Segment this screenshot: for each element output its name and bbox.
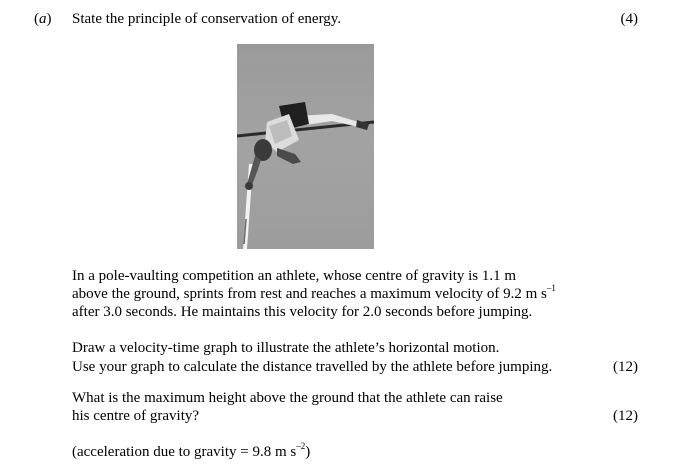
part-label	[34, 11, 52, 28]
part-close-paren: )	[46, 11, 52, 27]
gravity-unit-exponent: –2	[296, 441, 306, 451]
athlete-arm	[277, 148, 301, 164]
pole-vaulter-illustration	[237, 44, 374, 249]
scenario-line-2	[72, 283, 556, 303]
part-a-question: State the principle of conservation of energy.	[72, 11, 342, 27]
part-letter: a	[39, 11, 47, 27]
height-question-line-1: What is the maximum height above the ground that the athlete can raise	[72, 390, 503, 406]
scenario-line-1: In a pole-vaulting competition an athlete, whose centre of gravity is 1.1 m	[72, 268, 517, 284]
height-marks: (12)	[613, 408, 638, 424]
graph-instruction-1: Draw a velocity-time graph to illustrate the athlete’s horizontal motion.	[72, 340, 500, 356]
gravity-note	[72, 441, 311, 461]
part-a-marks: (4)	[620, 11, 638, 27]
height-question-line-2: his centre of gravity?	[72, 408, 200, 424]
graph-marks: (12)	[613, 359, 638, 375]
part-open-paren: (	[34, 11, 39, 27]
gravity-note-text: (acceleration due to gravity = 9.8 m s	[72, 444, 297, 460]
pole-vaulter-photo	[237, 44, 374, 249]
scenario-line-2-text: above the ground, sprints from rest and reaches a maximum velocity of 9.2 m s	[72, 286, 547, 302]
scenario-line-3: after 3.0 seconds. He maintains this velocity for 2.0 seconds before jumping.	[72, 304, 533, 320]
gravity-note-close: )	[305, 444, 311, 460]
velocity-unit-exponent: –1	[546, 283, 556, 293]
graph-instruction-2: Use your graph to calculate the distance travelled by the athlete before jumping.	[72, 359, 553, 375]
athlete-hand	[245, 182, 253, 190]
